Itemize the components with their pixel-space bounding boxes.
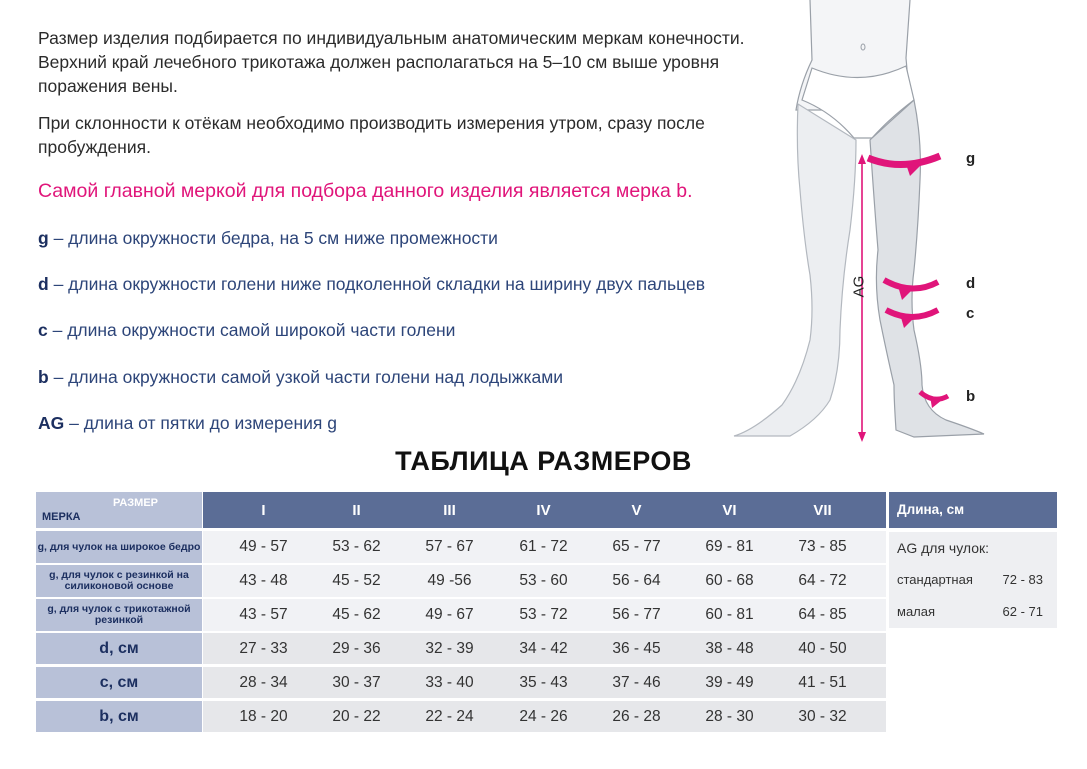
table-cell: 73 - 85	[798, 538, 847, 555]
length-label-standard: стандартная	[897, 572, 973, 587]
definition-key: AG	[38, 413, 65, 433]
table-cell: 45 - 52	[332, 572, 381, 589]
table-cell: 43 - 57	[239, 606, 288, 623]
size-header-V: V	[631, 502, 642, 519]
table-cell: 53 - 60	[519, 572, 568, 589]
table-cell: 65 - 77	[612, 538, 661, 555]
table-cell: 60 - 68	[705, 572, 754, 589]
table-cell: 27 - 33	[239, 640, 288, 657]
table-cell: 33 - 40	[425, 674, 474, 691]
table-header-row	[36, 492, 884, 528]
table-cell: 39 - 49	[705, 674, 754, 691]
label-c: c	[966, 305, 975, 322]
table-cell: 53 - 72	[519, 606, 568, 623]
table-row	[36, 633, 884, 664]
table-cell: 30 - 37	[332, 674, 381, 691]
table-row	[36, 667, 884, 698]
table-cell: 69 - 81	[705, 538, 754, 555]
row-values	[203, 701, 886, 732]
definition-text: – длина окружности самой широкой части голени	[47, 320, 456, 340]
definition-b	[38, 367, 563, 388]
leg-measurement-figure	[700, 0, 1040, 445]
intro-accent-note: Самой главной меркой для подбора данного изделия является мерка b.	[38, 180, 693, 202]
row-values	[203, 667, 886, 698]
definition-text: – длина окружности бедра, на 5 см ниже промежности	[48, 228, 498, 248]
intro-text	[38, 26, 778, 203]
table-cell: 34 - 42	[519, 640, 568, 657]
table-cell: 37 - 46	[612, 674, 661, 691]
row-label: b, см	[36, 701, 202, 732]
size-header-III: III	[443, 502, 456, 519]
definition-key: g	[38, 228, 49, 248]
row-label: c, см	[36, 667, 202, 698]
size-header-VI: VI	[722, 502, 737, 519]
definition-d	[38, 274, 705, 295]
length-table-header: Длина, см	[889, 492, 1057, 528]
table-cell: 22 - 24	[425, 708, 474, 725]
definition-key: d	[38, 274, 49, 294]
row-label: g, для чулок с резинкой на силиконовой основе	[36, 565, 202, 597]
table-cell: 30 - 32	[798, 708, 847, 725]
header-size-band	[203, 492, 886, 528]
header-razmer: РАЗМЕР	[112, 497, 158, 509]
row-label: g, для чулок с трикотажной резинкой	[36, 599, 202, 631]
length-value-standard: 72 - 83	[1002, 572, 1043, 587]
header-merka: МЕРКА	[42, 511, 81, 523]
definition-g	[38, 228, 498, 249]
label-g: g	[966, 150, 976, 167]
table-cell: 56 - 64	[612, 572, 661, 589]
row-label: g, для чулок на широкое бедро	[36, 531, 202, 563]
table-cell: 32 - 39	[425, 640, 474, 657]
table-cell: 20 - 22	[332, 708, 381, 725]
definition-key: c	[38, 320, 48, 340]
length-value-small: 62 - 71	[1002, 604, 1043, 619]
table-cell: 36 - 45	[612, 640, 661, 657]
label-d: d	[966, 275, 976, 292]
size-header-IV: IV	[536, 502, 551, 519]
size-header-I: I	[261, 502, 266, 519]
table-cell: 61 - 72	[519, 538, 568, 555]
definition-key: b	[38, 367, 49, 387]
row-values	[203, 565, 886, 597]
definition-text: – длина окружности самой узкой части голени над лодыжками	[48, 367, 564, 387]
table-row	[36, 565, 884, 597]
table-row	[36, 701, 884, 732]
length-subtitle: AG для чулок:	[897, 540, 990, 556]
table-title: ТАБЛИЦА РАЗМЕРОВ	[395, 446, 692, 476]
table-row	[36, 531, 884, 563]
intro-paragraph-2: При склонности к отёкам необходимо производить измерения утром, сразу после пробуждения.	[38, 113, 705, 157]
size-header-II: II	[352, 502, 361, 519]
row-values	[203, 531, 886, 563]
length-label-small: малая	[897, 604, 936, 619]
table-cell: 64 - 85	[798, 606, 847, 623]
table-row	[36, 599, 884, 631]
intro-paragraph-1: Размер изделия подбирается по индивидуальным анатомическим меркам конечности. Верхний край лечебного трикотажа должен располагаться на 5–10 см выше уровня поражения вены.	[38, 28, 745, 96]
label-b: b	[966, 388, 976, 405]
table-cell: 49 - 67	[425, 606, 474, 623]
table-cell: 49 -56	[427, 572, 472, 589]
table-cell: 49 - 57	[239, 538, 288, 555]
label-ag: AG	[850, 275, 868, 298]
header-corner-cell	[36, 492, 203, 528]
table-cell: 60 - 81	[705, 606, 754, 623]
definition-c	[38, 320, 455, 341]
table-cell: 64 - 72	[798, 572, 847, 589]
row-values	[203, 599, 886, 631]
size-header-VII: VII	[813, 502, 832, 519]
row-label: d, см	[36, 633, 202, 664]
table-cell: 18 - 20	[239, 708, 288, 725]
table-cell: 26 - 28	[612, 708, 661, 725]
table-cell: 28 - 34	[239, 674, 288, 691]
table-cell: 41 - 51	[798, 674, 847, 691]
table-cell: 35 - 43	[519, 674, 568, 691]
definition-text: – длина от пятки до измерения g	[64, 413, 337, 433]
table-cell: 28 - 30	[705, 708, 754, 725]
table-cell: 57 - 67	[425, 538, 474, 555]
leg-illustration	[700, 0, 1040, 445]
table-cell: 56 - 77	[612, 606, 661, 623]
length-table-body	[889, 532, 1057, 628]
table-cell: 45 - 62	[332, 606, 381, 623]
definition-text: – длина окружности голени ниже подколенной складки на ширину двух пальцев	[48, 274, 705, 294]
table-cell: 29 - 36	[332, 640, 381, 657]
table-cell: 38 - 48	[705, 640, 754, 657]
table-cell: 40 - 50	[798, 640, 847, 657]
definition-ag	[38, 413, 337, 434]
table-cell: 43 - 48	[239, 572, 288, 589]
table-cell: 53 - 62	[332, 538, 381, 555]
table-cell: 24 - 26	[519, 708, 568, 725]
row-values	[203, 633, 886, 664]
